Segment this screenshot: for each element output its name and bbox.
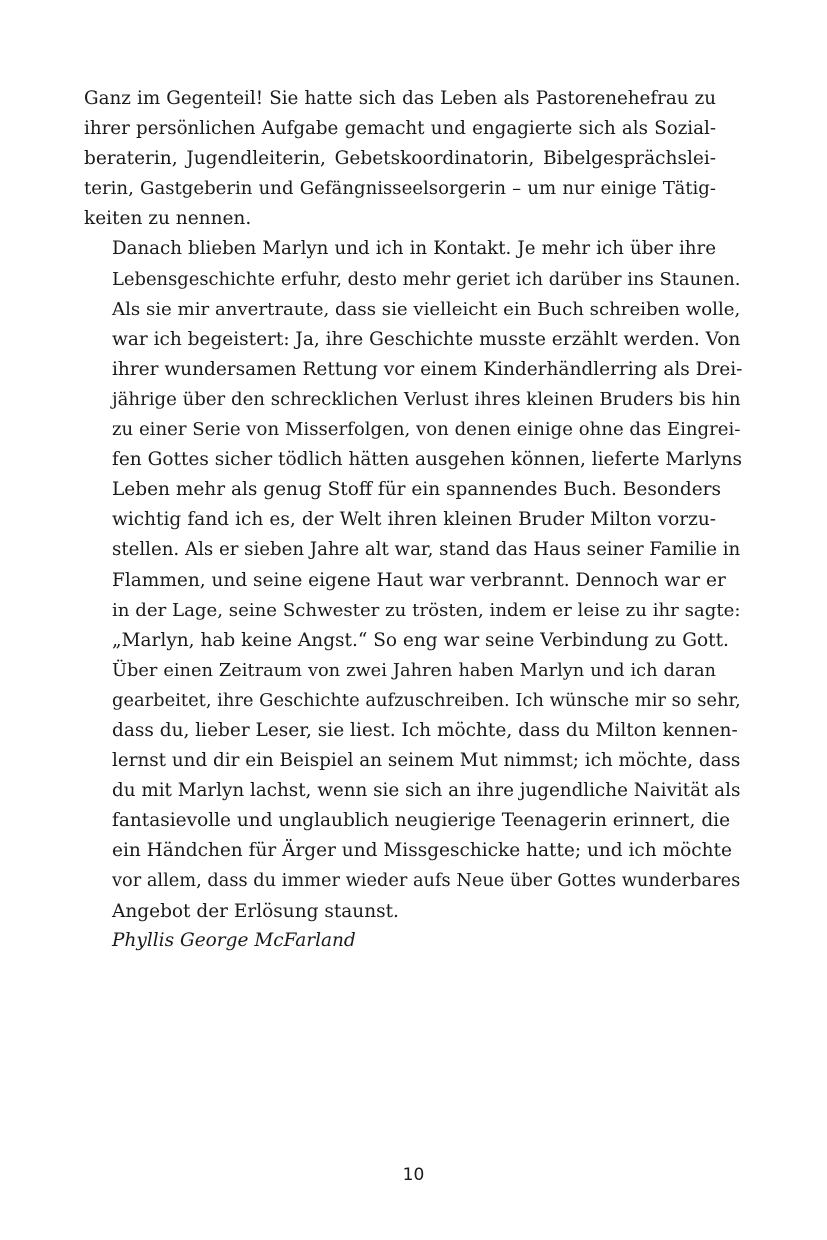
- paragraph-3: [84, 656, 741, 927]
- text-line: zu einer Serie von Misserfolgen, von denen einige ohne das Eingrei-: [112, 419, 741, 441]
- paragraph-1: [84, 84, 716, 234]
- text-line: ihrer persönlichen Aufgabe gemacht und engagierte sich als Sozial-: [84, 118, 716, 140]
- text-line: wichtig fand ich es, der Welt ihren kleinen Bruder Milton vorzu-: [112, 509, 716, 531]
- text-line: Angebot der Erlösung staunst.: [112, 900, 399, 922]
- text-line: Lebensgeschichte erfuhr, desto mehr geriet ich darüber ins Staunen.: [112, 268, 741, 290]
- text-line: Über einen Zeitraum von zwei Jahren haben Marlyn und ich daran: [112, 660, 716, 681]
- text-line: vor allem, dass du immer wieder aufs Neue über Gottes wunderbares: [112, 871, 741, 892]
- text-line: Als sie mir anvertraute, dass sie vielleicht ein Buch schreiben wolle,: [112, 298, 741, 320]
- text-line: „Marlyn, hab keine Angst.“ So eng war seine Verbindung zu Gott.: [112, 629, 729, 651]
- page-number: 10: [402, 1165, 425, 1185]
- text-line: Danach blieben Marlyn und ich in Kontakt. Je mehr ich über ihre: [112, 238, 716, 260]
- text-line: terin, Gastgeberin und Gefängnisseelsorgerin – um nur einige Tätig-: [84, 178, 716, 200]
- text-line: keiten zu nennen.: [84, 208, 252, 230]
- text-line: Leben mehr als genug Stoff für ein spannendes Buch. Besonders: [112, 479, 722, 501]
- body-text: [84, 84, 743, 927]
- text-line: war ich begeistert: Ja, ihre Geschichte musste erzählt werden. Von: [112, 328, 741, 350]
- text-line: fantasievolle und unglaublich neugierige Teenagerin erinnert, die: [112, 810, 731, 832]
- text-line: Flammen, und seine eigene Haut war verbrannt. Dennoch war er: [112, 569, 726, 591]
- text-line: du mit Marlyn lachst, wenn sie sich an ihre jugendliche Naivität als: [112, 780, 741, 802]
- text-line: gearbeitet, ihre Geschichte aufzuschreiben. Ich wünsche mir so sehr,: [112, 689, 741, 711]
- text-line: ein Händchen für Ärger und Missgeschicke hatte; und ich möchte: [112, 840, 732, 862]
- text-line: jährige über den schrecklichen Verlust ihres kleinen Bruders bis hin: [112, 388, 741, 410]
- text-line: Ganz im Gegenteil! Sie hatte sich das Leben als Pastorenehefrau zu: [84, 88, 716, 109]
- paragraph-2: [84, 234, 743, 655]
- text-line: lernst und dir ein Beispiel an seinem Mut nimmst; ich möchte, dass: [112, 750, 741, 772]
- text-line: fen Gottes sicher tödlich hätten ausgehen können, lieferte Marlyns: [112, 449, 742, 471]
- author-signature: Phyllis George McFarland: [112, 930, 356, 951]
- text-line: ihrer wundersamen Rettung vor einem Kinderhändlerring als Drei-: [112, 358, 743, 380]
- text-line: in der Lage, seine Schwester zu trösten, indem er leise zu ihr sagte:: [112, 599, 741, 621]
- text-line: beraterin, Jugendleiterin, Gebetskoordinatorin, Bibelgesprächslei-: [84, 148, 716, 170]
- text-line: dass du, lieber Leser, sie liest. Ich möchte, dass du Milton kennen-: [112, 719, 738, 741]
- text-line: stellen. Als er sieben Jahre alt war, stand das Haus seiner Familie in: [112, 539, 741, 561]
